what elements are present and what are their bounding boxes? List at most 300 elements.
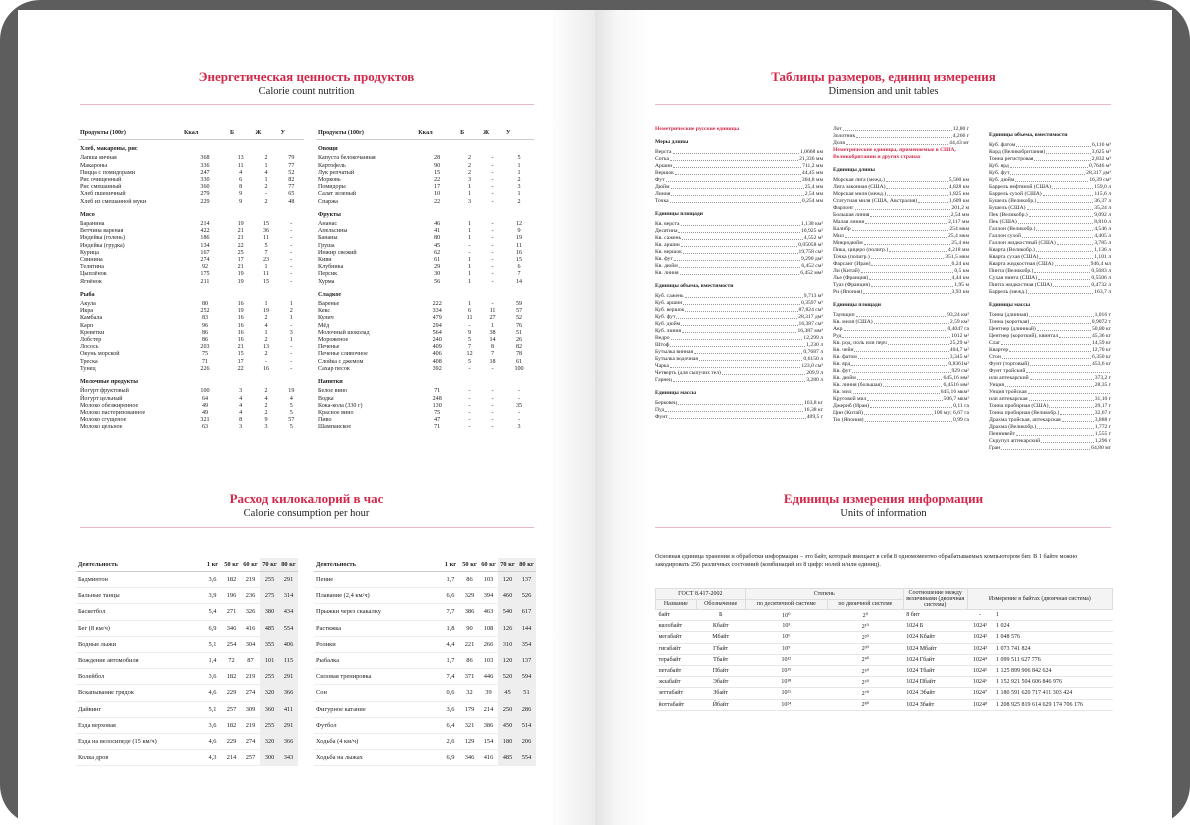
unit-leader <box>853 389 940 394</box>
nutrition-value: 75 <box>201 351 209 358</box>
unit-value: 0,8361м² <box>948 361 969 367</box>
activity-name: Езда на велосипеде (15 км/ч) <box>76 733 203 749</box>
information-cell: Йбайт <box>696 699 745 710</box>
calorie-value: 320 <box>260 733 279 749</box>
nutrition-group-name: Сладкое <box>318 291 342 298</box>
nutrition-row <box>316 323 534 330</box>
unit-value: 1,0668 км <box>799 149 823 155</box>
unit-group-heading: Меры длины <box>655 139 689 145</box>
unit-value: 4,218 мм <box>947 247 969 253</box>
calorie-value: 179 <box>460 701 479 717</box>
nutrition-product: Картофель <box>318 162 346 169</box>
unit-value: 0,5506 л <box>1091 275 1111 281</box>
nutrition-product: Креветки <box>80 329 105 336</box>
unit-name: Фут <box>655 177 665 183</box>
information-cell: 1024 Кбайт <box>903 632 967 643</box>
unit-leader <box>1060 410 1093 415</box>
calorie-value: 321 <box>460 717 479 733</box>
unit-name: Верста <box>655 149 672 155</box>
unit-row <box>989 177 1111 184</box>
unit-name: Ри (Япония) <box>833 289 863 295</box>
unit-row <box>989 403 1111 410</box>
calorie-value: 126 <box>498 620 517 636</box>
nutrition-value: 19 <box>237 221 244 228</box>
nutrition-group-row <box>316 206 534 221</box>
nutrition-value: 5 <box>468 337 472 344</box>
unit-row <box>655 328 823 335</box>
nutrition-row <box>78 403 304 410</box>
unit-leader <box>1037 424 1093 429</box>
nutrition-product: Клубника <box>318 264 344 271</box>
information-cell: 1024 Мбайт <box>903 643 967 654</box>
unit-row <box>989 445 1111 452</box>
calorie-value: 310 <box>498 636 517 652</box>
consumption-row <box>76 652 298 668</box>
unit-leader <box>1029 312 1094 317</box>
unit-row <box>833 261 969 268</box>
nutrition-product: Кулич <box>318 315 334 322</box>
consumption-row <box>76 750 298 766</box>
unit-name: Таунщип <box>833 312 855 318</box>
nutrition-row <box>78 243 304 250</box>
nutrition-value: 16 <box>237 337 244 344</box>
unit-value: 0,6150 л <box>803 356 823 362</box>
nutrition-row <box>316 177 534 184</box>
unit-value: 163,8 кг <box>804 400 823 406</box>
nutrition-value: 7 <box>468 344 472 351</box>
nutrition-product: Мороженое <box>318 337 349 344</box>
consumption-column-header: 70 кг <box>498 558 517 572</box>
unit-value: 351,5 мкм <box>945 254 969 260</box>
unit-row <box>655 342 823 349</box>
unit-row <box>833 140 969 147</box>
activity-name: Плавание (2,4 км/ч) <box>314 588 441 604</box>
unit-row <box>989 156 1111 163</box>
information-cell: Кбайт <box>696 621 745 632</box>
unit-row <box>655 198 823 205</box>
calorie-value: 434 <box>279 604 298 620</box>
unit-name: Галлон сухой <box>989 233 1021 239</box>
nutrition-product: Молоко сгущеное <box>80 417 127 424</box>
unit-name: Галлон (Великобр.) <box>989 226 1036 232</box>
calorie-value: 90 <box>460 620 479 636</box>
nutrition-column-header: Продукты (100г) <box>316 130 416 140</box>
nutrition-product: Икра <box>80 308 94 315</box>
unit-row <box>833 417 969 424</box>
nutrition-value: 10 <box>434 191 441 198</box>
information-cell: 10²¹ <box>745 688 827 699</box>
nutrition-row <box>78 330 304 337</box>
consumption-column-header: 60 кг <box>241 558 260 572</box>
unit-row <box>655 263 823 270</box>
unit-value: 12,80 г <box>952 126 969 132</box>
information-cell: килобайт <box>656 621 697 632</box>
unit-name: Фунт (торговый) <box>989 361 1030 367</box>
nutrition-row <box>78 170 304 177</box>
nutrition-value: 14 <box>515 278 523 285</box>
right-page <box>595 10 1172 825</box>
calorie-value: 485 <box>260 620 279 636</box>
unit-row <box>655 293 823 300</box>
nutrition-value: 83 <box>201 315 209 322</box>
nutrition-row <box>316 228 534 235</box>
unit-leader <box>863 289 950 294</box>
nutrition-value: 422 <box>200 228 210 235</box>
unit-group-heading: Единицы длины <box>833 167 875 173</box>
nutrition-value: - <box>290 235 293 242</box>
nutrition-value: - <box>491 395 494 402</box>
unit-value: 10,925 м² <box>801 228 823 234</box>
unit-leader <box>665 407 803 412</box>
units-column-1 <box>655 126 823 421</box>
unit-value: 453,6 кг <box>1092 361 1111 367</box>
nutrition-value: 1 <box>468 228 472 235</box>
nutrition-value: - <box>491 221 494 228</box>
nutrition-value: 16 <box>262 365 270 372</box>
information-cell: 10³ <box>745 621 827 632</box>
nutrition-row <box>78 163 304 170</box>
unit-name: Бушель (Великобр.) <box>989 198 1037 204</box>
nutrition-row <box>78 315 304 322</box>
unit-row <box>833 347 969 354</box>
activity-name: Растяжка <box>314 620 441 636</box>
nutrition-product: Хурма <box>318 278 335 285</box>
calorie-value: 7,7 <box>441 604 460 620</box>
nutrition-group-row <box>78 373 304 388</box>
nutrition-row <box>316 315 534 322</box>
nutrition-product: Индейка (грудка) <box>80 242 125 249</box>
unit-name: Бутылка винная <box>655 349 694 355</box>
unit-row <box>989 354 1111 361</box>
nutrition-row <box>316 301 534 308</box>
unit-row <box>655 256 823 263</box>
consumption-row <box>76 717 298 733</box>
nutrition-value: - <box>468 365 471 372</box>
nutrition-value: 1 <box>468 235 472 242</box>
nutrition-value: 64 <box>201 395 209 402</box>
information-cell: 1024⁸ <box>967 699 993 710</box>
unit-row <box>833 340 969 347</box>
calorie-value: 137 <box>517 652 536 668</box>
nutrition-value: 7 <box>264 249 268 256</box>
unit-leader <box>1029 212 1094 217</box>
nutrition-value: 1 <box>491 322 495 329</box>
unit-value: 0,7687 л <box>803 349 823 355</box>
nutrition-value: 211 <box>200 278 210 285</box>
calorie-value: 214 <box>222 750 241 766</box>
unit-row <box>989 219 1111 226</box>
nutrition-product: Ягнёнок <box>80 278 102 285</box>
nutrition-value: 11 <box>516 242 522 249</box>
unit-leader <box>669 414 806 419</box>
nutrition-product: Печенье <box>318 344 340 351</box>
nutrition-value: 61 <box>434 257 441 264</box>
nutrition-value: 2 <box>468 162 472 169</box>
nutrition-value: 134 <box>200 242 210 249</box>
unit-leader <box>671 184 804 189</box>
unit-name: Кв. мил <box>833 389 852 395</box>
unit-value: 9,092 л <box>1094 212 1111 218</box>
unit-row <box>655 377 823 384</box>
nutrition-row <box>316 410 534 417</box>
unit-leader <box>1057 240 1094 245</box>
nutrition-value: 408 <box>432 358 442 365</box>
nutrition-value: - <box>491 184 494 191</box>
calorie-value: 274 <box>241 733 260 749</box>
unit-leader <box>681 221 801 226</box>
unit-leader <box>1022 233 1093 238</box>
nutrition-value: - <box>491 228 494 235</box>
nutrition-value: 214 <box>200 221 210 228</box>
unit-leader <box>1055 261 1090 266</box>
unit-value: 163,7 л <box>1094 289 1111 295</box>
activity-name: Ролики <box>314 636 441 652</box>
nutrition-value: 19 <box>237 271 244 278</box>
unit-leader <box>888 340 949 345</box>
unit-name: Кв. род, поль или перч <box>833 340 887 346</box>
information-cell: 1024 Эбайт <box>903 688 967 699</box>
calorie-value: 274 <box>241 685 260 701</box>
unit-value: 1,296 г <box>1094 438 1111 444</box>
calorie-value: 108 <box>479 620 498 636</box>
nutrition-value: 23 <box>262 257 270 264</box>
nutrition-value: 5 <box>264 242 268 249</box>
unit-leader <box>673 377 805 382</box>
nutrition-column-header: Б <box>458 130 481 140</box>
nutrition-value: 9 <box>468 329 472 336</box>
nutrition-value: 4 <box>239 409 243 416</box>
unit-row <box>833 226 969 233</box>
calorie-value: 291 <box>279 717 298 733</box>
unit-row <box>989 233 1111 240</box>
unit-row <box>833 268 969 275</box>
information-cell: 1024 Збайт <box>903 699 967 710</box>
nutrition-row <box>78 155 304 162</box>
unit-value: 4,44 км <box>951 275 969 281</box>
calorie-value: 416 <box>479 750 498 766</box>
nutrition-value: 8 <box>491 344 495 351</box>
nutrition-row <box>316 330 534 337</box>
nutrition-value: 392 <box>432 365 442 372</box>
nutrition-value: 79 <box>288 155 295 162</box>
consumption-header-row <box>314 558 536 572</box>
unit-value: 159,0 л <box>1094 184 1111 190</box>
unit-leader <box>1053 282 1090 287</box>
nutrition-value: 65 <box>288 191 295 198</box>
unit-value: 16,387 см³ <box>798 321 823 327</box>
nutrition-value: 16 <box>237 329 244 336</box>
information-cell: Пбайт <box>696 665 745 676</box>
nutrition-value: 96 <box>201 322 209 329</box>
consumption-row <box>314 620 536 636</box>
nutrition-value: 1 <box>289 315 293 322</box>
unit-row <box>989 184 1111 191</box>
consumption-row <box>314 717 536 733</box>
information-cell: 10⁰ <box>745 610 827 621</box>
unit-row <box>833 254 969 261</box>
information-row <box>656 665 1113 676</box>
unit-row <box>833 289 969 296</box>
nutrition-column-header: Ккал <box>416 130 458 140</box>
unit-name: Кв. фут <box>833 368 851 374</box>
unit-leader <box>1016 431 1094 436</box>
nutrition-value: 71 <box>434 388 441 395</box>
nutrition-value: 9 <box>517 228 521 235</box>
nutrition-header-row <box>316 130 534 140</box>
unit-row <box>989 205 1111 212</box>
nutrition-value: 21 <box>237 228 244 235</box>
nutrition-product: Персик <box>318 271 338 278</box>
consumption-row <box>314 572 536 588</box>
nutrition-product: Молоко цельное <box>80 424 123 431</box>
unit-row <box>655 400 823 407</box>
unit-row <box>833 368 969 375</box>
nutrition-value: 5 <box>289 409 293 416</box>
unit-leader <box>874 319 949 324</box>
nutrition-value: 1 <box>468 221 472 228</box>
unit-leader <box>1041 438 1094 443</box>
calorie-value: 346 <box>460 750 479 766</box>
information-cell: 10¹⁸ <box>745 677 827 688</box>
nutrition-value: 3 <box>517 424 521 431</box>
unit-row <box>833 133 969 140</box>
information-title: Единицы измерения информации <box>783 491 984 506</box>
calorie-value: 286 <box>517 701 536 717</box>
nutrition-value: 5 <box>468 358 472 365</box>
unit-value: 1,136 л <box>1094 247 1111 253</box>
name-header: Название <box>656 599 697 610</box>
calorie-value: 1,7 <box>441 652 460 668</box>
nutrition-product: Индейка (голень) <box>80 235 125 242</box>
nutrition-product: Ананас <box>318 221 338 228</box>
nutrition-row <box>316 243 534 250</box>
unit-value: 32,67 г <box>1094 410 1111 416</box>
unit-value: 0,99 га <box>953 417 969 423</box>
unit-value: 16,38 кг <box>804 407 823 413</box>
nutrition-row <box>78 388 304 395</box>
nutrition-product: Шампанское <box>318 424 352 431</box>
activity-name: Водные лыжи <box>76 636 203 652</box>
calorie-value: 304 <box>241 636 260 652</box>
calorie-value: 6,9 <box>441 750 460 766</box>
unit-row <box>989 361 1111 368</box>
unit-row <box>989 424 1111 431</box>
nutrition-value: 4 <box>239 169 243 176</box>
information-cell: 2⁷⁰ <box>827 688 903 699</box>
unit-value: 404,7 м² <box>949 347 969 353</box>
unit-name: Ведро <box>655 335 670 341</box>
calorie-value: 5,1 <box>203 636 222 652</box>
calorie-value: 554 <box>279 620 298 636</box>
nutrition-value: 2 <box>264 315 268 322</box>
calorie-value: 2,6 <box>441 733 460 749</box>
calorie-value: 386 <box>460 604 479 620</box>
consumption-column-header: 1 кг <box>441 558 460 572</box>
nutrition-value: - <box>290 221 293 228</box>
unit-name: Линия <box>655 191 671 197</box>
activity-name: Вождение автомобиля <box>76 652 203 668</box>
unit-leader <box>1030 319 1090 324</box>
unit-name: Тонна (короткая) <box>989 319 1030 325</box>
nutrition-value: 2 <box>264 409 268 416</box>
nutrition-row <box>316 308 534 315</box>
unit-row <box>655 407 823 414</box>
unit-row <box>833 326 969 333</box>
nutrition-value: 28 <box>434 155 441 162</box>
calorie-value: 463 <box>479 604 498 620</box>
nutrition-value: - <box>290 242 293 249</box>
nutrition-value: 18 <box>489 358 496 365</box>
nutrition-value: 2 <box>468 169 472 176</box>
unit-name: или аптекарский <box>989 375 1029 381</box>
nutrition-value: - <box>468 402 471 409</box>
unit-value: 304,8 мм <box>801 177 823 183</box>
consumption-row <box>76 669 298 685</box>
information-cell: 1 048 576 <box>993 632 1113 643</box>
nutrition-value: 334 <box>432 308 442 315</box>
nutrition-value: 1 <box>468 264 472 271</box>
unit-name: Фарсанг (Иран) <box>833 261 871 267</box>
nutrition-product: Камбала <box>80 315 103 322</box>
unit-leader <box>676 314 797 319</box>
gost-header: ГОСТ 8.417-2002 <box>656 589 746 600</box>
unit-leader <box>1059 333 1091 338</box>
calorie-value: 6,4 <box>441 717 460 733</box>
calorie-value: 182 <box>222 572 241 588</box>
unit-value: 0,5 км <box>954 268 969 274</box>
information-row <box>656 621 1113 632</box>
calorie-value: 514 <box>517 717 536 733</box>
unit-name: Кварта (Великобр.) <box>989 247 1035 253</box>
unit-name: Четверть (для сыпучих тел) <box>655 370 721 376</box>
calorie-value: 219 <box>241 717 260 733</box>
nutrition-row <box>78 191 304 198</box>
nutrition-value: 1 <box>517 191 521 198</box>
nutrition-value: 321 <box>200 417 210 424</box>
nutrition-row <box>78 337 304 344</box>
unit-leader <box>1029 396 1094 401</box>
unit-name: или аптекарская <box>989 396 1028 402</box>
nutrition-value: 240 <box>432 337 442 344</box>
nutrition-value: 336 <box>200 162 210 169</box>
unit-group-heading: Единицы площади <box>655 211 703 217</box>
unit-row <box>655 356 823 363</box>
unit-name: Доля <box>833 140 845 146</box>
nutrition-row <box>78 366 304 373</box>
unit-row <box>833 361 969 368</box>
information-cell: 1024⁶ <box>967 677 993 688</box>
unit-name: Стон <box>989 354 1001 360</box>
unit-row <box>989 347 1111 354</box>
unit-name: Пинта жидкостная (США) <box>989 282 1053 288</box>
calorie-value: 346 <box>222 620 241 636</box>
nutrition-value: 92 <box>201 264 209 271</box>
unit-value: 5,560 км <box>948 177 969 183</box>
nutrition-value: 90 <box>434 162 441 169</box>
consumption-table-left <box>76 558 298 766</box>
unit-value: 2,117 мм <box>948 219 969 225</box>
unit-leader <box>1046 149 1090 154</box>
unit-name: Тонна пробирная (Великобр.) <box>989 410 1060 416</box>
information-cell: 1 180 591 620 717 411 303 424 <box>993 688 1113 699</box>
unit-value: 1,138 км² <box>801 221 823 227</box>
calorie-value: 257 <box>241 750 260 766</box>
nutrition-value: 45 <box>434 242 441 249</box>
unit-leader <box>722 370 805 375</box>
unit-row <box>833 375 969 382</box>
unit-value: 6,4516 мм² <box>943 382 969 388</box>
calorie-value: 32 <box>460 685 479 701</box>
